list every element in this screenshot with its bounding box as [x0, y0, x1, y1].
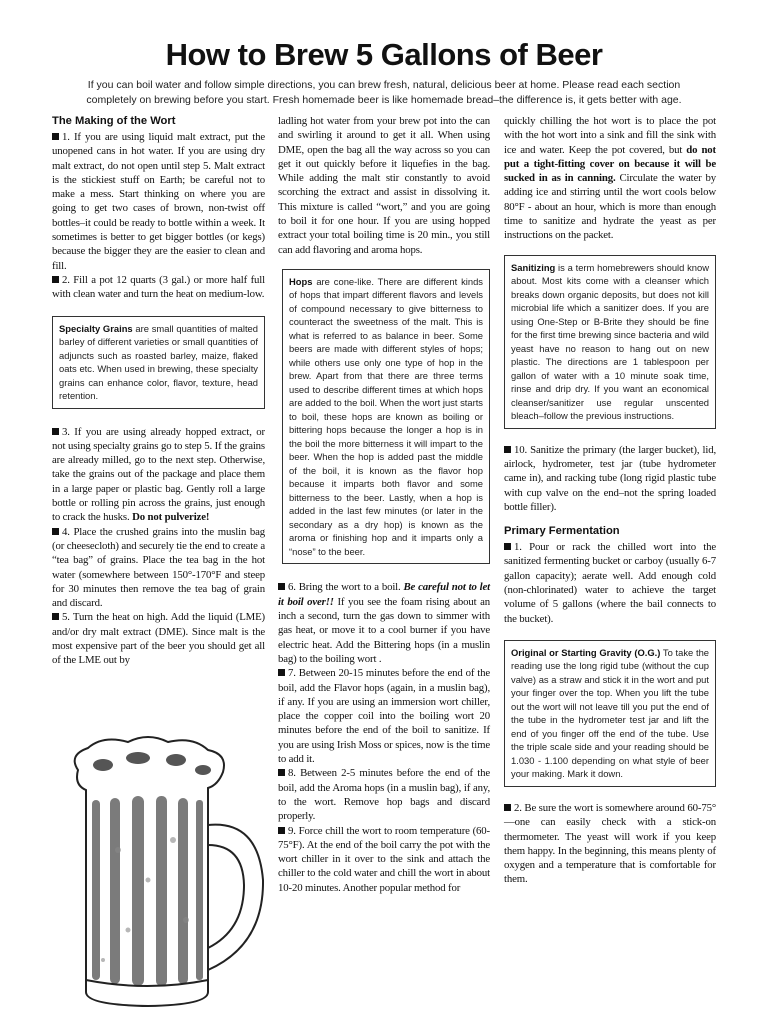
hops-term: Hops — [289, 275, 313, 287]
original-gravity-box: Original or Starting Gravity (O.G.) To take the reading use the long rigid tube (without the cup valve) as a straw and stick it in the wort and put your finger over the top. When you lift the tube out the wort will not leave till you put the end of the tube in the hydrometer test jar and lift the end of you finger off the end of the tube. Use the triple scale side and your reading should be 1.030 - 1.100 depending on what style of beer your making. Mark it down. — [504, 640, 716, 787]
step-10: 10. Sanitize the primary (the larger bucket), lid, airlock, hydrometer, test jar (tube hydrometer came in), and racking tube (long rigid plastic tube with cup valve on the end–not the spring loaded bottle filler). — [504, 443, 716, 513]
original-gravity-term: Original or Starting Gravity (O.G.) — [511, 646, 661, 658]
bullet-icon — [52, 428, 59, 435]
sanitizing-box: Sanitizing is a term homebrewers should know about. Most kits come with a cleanser which breaks down organic deposits, but does not kill microbial life which a sanitizer does. If you are using One-Step or B-Brite they should be fine for the first time brewing since bacteria and wild yeast have no reason to hang out on new plastic. The directions are 1 tablespoon per gallon of water with a 10 minute soak time, rinse and drip dry. If you want an economical cleanser/sanitizer use regular unscented bleach–follow the previous instructions. — [504, 255, 716, 429]
bullet-icon — [52, 133, 59, 140]
bullet-icon — [278, 583, 285, 590]
bullet-icon — [278, 769, 285, 776]
column-3 — [504, 114, 716, 887]
primary-step-2: 2. Be sure the wort is somewhere around 60-75°—one can easily check with a stick-on thermometer. The yeast will work if you keep them happy. In the beginning, this means plenty of oxygen and a temperature that is comfortable for them. — [504, 801, 716, 886]
section-heading-primary-fermentation: Primary Fermentation — [504, 525, 620, 538]
bullet-icon — [52, 613, 59, 620]
step-8: 8. Between 2-5 minutes before the end of the boil, add the Aroma hops (in a muslin bag), if any, to the wort. Remove hop bags and discard properly. — [278, 767, 490, 823]
bullet-icon — [278, 827, 285, 834]
step-4: 4. Place the crushed grains into the muslin bag (or cheesecloth) and securely tie the end to create a “tea bag” of grains. Place the tea bag in the hot water (somewhere between 150°-170°F and steep for 30 minutes then remove the tea bag of grain and discard. — [52, 525, 265, 610]
bullet-icon — [504, 804, 511, 811]
bullet-icon — [278, 669, 285, 676]
step-1: 1. If you are using liquid malt extract, put the unopened cans in hot water. If you are using dry malt extract, do not open until step 5. Malt extract is the stickiest stuff on Earth; be careful not to make a mess. Start thinking on where you are going to get two cases of brown, non-twist off bottles–it could be ready to bottle within a week. It sometimes is better to get bigger bottles (or kegs) because the bigger they are the easier to clean and fill. — [52, 131, 265, 272]
bullet-icon — [504, 543, 511, 550]
step-5: 5. Turn the heat on high. Add the liquid (LME) and/or dry malt extract (DME). Since malt is the most expensive part of the beer you should get all of the LME out by — [52, 611, 265, 667]
wort-continued: ladling hot water from your brew pot into the can and swirling it around to get it all. When using DME, open the bag all the way across so you can get it out quickly before it liquefies in the bag. While adding the malt stir constantly to avoid scorching the extract and assist in dissolving it. This mixture is called “wort,” and you are going to boil it for one hour. If you are using hopped extract your total boiling time is 20 min., you still can add flavoring and aroma hops. — [278, 115, 490, 256]
step-9: 9. Force chill the wort to room temperature (60-75°F). At the end of the boil carry the pot with the wort chiller in it over to the sink and attach the chiller to the cold water and chill the wort in about 10-20 minutes. Another popular method for — [278, 824, 490, 894]
column-2 — [278, 114, 490, 895]
step-3: 3. If you are using already hopped extract, or not using specialty grains go to step 5. If the grains are already milled, go to the next step. Otherwise, take the grains out of the package and place them in a large paper or plastic bag. Gently roll a large bottle or rolling pin across the grains, just enough to crack the husks. Do not pulverize! — [52, 425, 265, 524]
intro-text: If you can boil water and follow simple directions, you can brew fresh, natural, delicious beer at home. Please read each section completely on brewing before you start. Fresh homemade beer is like homemade bread–the difference is, it gets better with age. — [86, 79, 682, 106]
hops-box: Hops are cone-like. There are different kinds of hops that impart different flavors and levels of compound necessary to give bitterness to counteract the sweetness of the malt. This is what is referred to as balance in beer. Some beers are made with different styles of hops; while others use only one type of hop in the brew. Apart from that there are three terms used to describe different times at which hops are added to the boil. When the wort just starts to boil, these hops are known as boiling or bittering hops because the longer a hop is in the boil the more bitterness it will impart to the beer. When the hop is added past the middle of the boil, it is known as the flavor hop because it imparts both flavor and some bitterness to the beer. Lastly, when a hop is added in the last few minutes (or later in the secondary as a dry hop) is known as the aroma or finishing hop and it imparts only a “nose” to the beer. — [282, 269, 490, 565]
specialty-grains-term: Specialty Grains — [59, 322, 133, 334]
step-2: 2. Fill a pot 12 quarts (3 gal.) or more half full with clean water and turn the heat on medium-low. — [52, 273, 265, 301]
bullet-icon — [504, 446, 511, 453]
step-6: 6. Bring the wort to a boil. Be careful not to let it boil over!! If you see the foam rising about an inch a second, turn the gas down to simmer with gas heat, or move it to a cool burner if you have electric heat. Add the Bittering hops (in a muslin bag) to the boiling wort . — [278, 581, 490, 665]
bullet-icon — [52, 528, 59, 535]
chilling-continued: quickly chilling the hot wort is to place the pot with the hot wort into a sink and fill the sink with ice and water. Keep the pot covered, but do not put a tight-fitting cover on because it will be sucked in as in canning. Circulate the water by adding ice and stirring until the wort cools below 80°F - about an hour, which is more than enough time to sanitize and hydrate the yeast as per instructions on the packet. — [504, 115, 716, 242]
primary-step-1: 1. Pour or rack the chilled wort into the sanitized fermenting bucket or carboy (usually 6-7 gallon capacity); aerate well. Add enough cold (non-chlorinated) water to achieve the target volume of 5 gallons (where the bail connects to the bucket). — [504, 541, 716, 625]
step-7: 7. Between 20-15 minutes before the end of the boil, add the Flavor hops (again, in a muslin bag), if any. If you are using an immersion wort chiller, place the copper coil into the boiling wort 20 minutes before the end of the boil to sanitize. If you are using Irish Moss or spices, now is the time to add it. — [278, 667, 490, 766]
sanitizing-term: Sanitizing — [511, 261, 556, 273]
column-1 — [52, 114, 265, 668]
page-title: How to Brew 5 Gallons of Beer — [165, 37, 603, 72]
beer-mug-illustration — [58, 730, 272, 1015]
specialty-grains-box: Specialty Grains are small quantities of malted barley of different varieties or small quantities of adjuncts such as roasted barley, maize, flaked oats etc. When used in brewing, these specialty grains can enhance color, flavor, texture, head retention. — [52, 316, 265, 409]
bullet-icon — [52, 276, 59, 283]
section-heading-making-wort: The Making of the Wort — [52, 115, 176, 127]
